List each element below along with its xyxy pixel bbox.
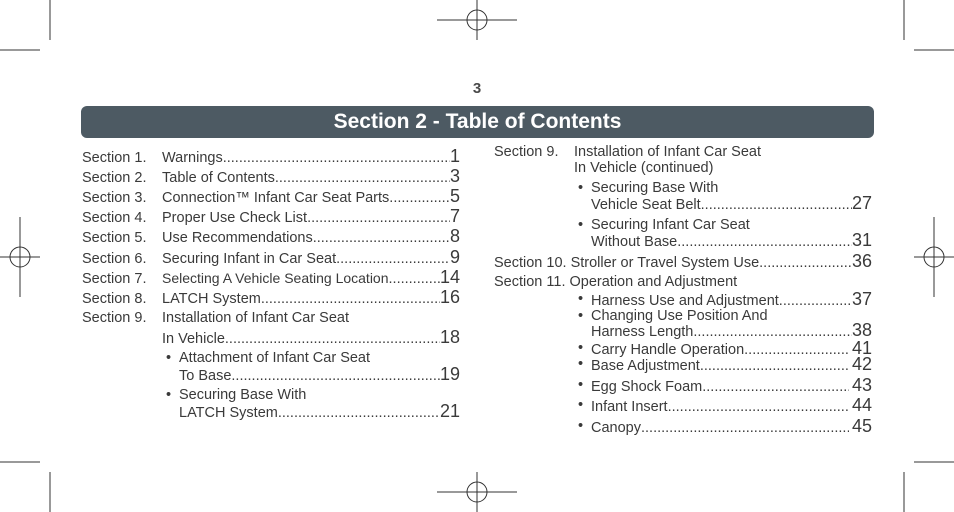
entry-label: Section 10. Stroller or Travel System Use <box>494 255 760 271</box>
bullet-dot: • <box>578 418 584 434</box>
page-ref: 21 <box>439 401 460 421</box>
entry-label: Table of Contents <box>162 170 275 186</box>
section-number: Section 4. <box>82 210 147 226</box>
registration-mark-right <box>914 217 954 297</box>
toc-subentry[interactable] <box>591 232 872 251</box>
entry-label: Vehicle Seat Belt <box>591 197 701 213</box>
page-ref: 41 <box>851 338 872 358</box>
page-ref: 38 <box>851 320 872 340</box>
dot-leader <box>700 358 849 375</box>
dot-leader <box>389 190 450 207</box>
bullet-dot: • <box>578 180 584 196</box>
page-ref: 1 <box>449 146 460 166</box>
dot-leader <box>702 379 849 396</box>
bullet-label: Securing Base With <box>591 180 719 196</box>
entry-label: Connection™ Infant Car Seat Parts <box>162 190 390 206</box>
bullet-dot: • <box>578 217 584 233</box>
entry-label: Installation of Infant Car Seat <box>162 310 349 326</box>
toc-entry-heading[interactable] <box>494 144 761 161</box>
entry-label: LATCH System <box>162 291 261 307</box>
toc-entry[interactable] <box>162 329 460 348</box>
registration-mark-top <box>437 0 517 40</box>
entry-label: Securing Infant in Car Seat <box>162 251 337 267</box>
section-number: Section 7. <box>82 271 147 287</box>
page-ref: 16 <box>439 287 460 307</box>
bullet-dot: • <box>166 387 172 403</box>
page-ref: 31 <box>851 230 872 250</box>
entry-label: LATCH System <box>179 405 278 421</box>
dot-leader <box>759 255 852 272</box>
toc-subentry[interactable] <box>179 366 460 385</box>
entry-label: In Vehicle <box>162 331 225 347</box>
section-title-bar <box>81 106 874 138</box>
page-ref: 18 <box>439 327 460 347</box>
toc-entry[interactable] <box>82 228 460 247</box>
page-ref: 45 <box>851 416 872 436</box>
dot-leader <box>389 271 440 288</box>
bullet-dot: • <box>578 291 584 307</box>
entry-label: Harness Use and Adjustment <box>591 293 779 309</box>
page-number: 3 <box>472 80 482 97</box>
page-ref: 37 <box>851 289 872 309</box>
entry-label: To Base <box>179 368 232 384</box>
toc-subentry[interactable] <box>591 322 872 341</box>
bullet-dot: • <box>578 356 584 372</box>
section-number: Section 9. <box>494 144 559 160</box>
dot-leader <box>231 368 440 385</box>
dot-leader <box>313 230 450 247</box>
toc-subentry[interactable] <box>591 356 872 375</box>
page-ref: 42 <box>851 354 872 374</box>
registration-mark-bottom <box>437 472 517 512</box>
toc-entry[interactable] <box>82 208 460 227</box>
page-ref: 43 <box>851 375 872 395</box>
entry-label: Carry Handle Operation <box>591 342 745 358</box>
dot-leader <box>261 291 440 308</box>
toc-subentry[interactable] <box>591 397 872 416</box>
dot-leader <box>307 210 450 227</box>
registration-mark-left <box>0 217 40 297</box>
bullet-label: Attachment of Infant Car Seat <box>179 350 371 366</box>
dot-leader <box>779 293 852 310</box>
dot-leader <box>701 197 852 214</box>
toc-entry-heading[interactable]: Section 11. Operation and Adjustment <box>494 274 738 290</box>
dot-leader <box>278 405 440 422</box>
dot-leader <box>336 251 450 268</box>
entry-label: Installation of Infant Car Seat <box>574 144 761 160</box>
entry-label: Use Recommendations <box>162 230 313 246</box>
dot-leader <box>693 324 852 341</box>
page-ref: 9 <box>449 247 460 267</box>
entry-label: Canopy <box>591 420 641 436</box>
section-number: Section 6. <box>82 251 147 267</box>
bullet-dot: • <box>166 350 172 366</box>
bullet-dot: • <box>578 340 584 356</box>
toc-subentry[interactable] <box>591 418 872 437</box>
dot-leader <box>225 331 440 348</box>
page-ref: 19 <box>439 364 460 384</box>
entry-label: Egg Shock Foam <box>591 379 703 395</box>
dot-leader <box>641 420 849 437</box>
page-title: Section 2 - Table of Contents <box>333 110 622 133</box>
bullet-dot: • <box>578 397 584 413</box>
toc-entry[interactable] <box>82 269 460 288</box>
section-number: Section 1. <box>82 150 147 166</box>
entry-label: Warnings <box>162 150 223 166</box>
entry-label: Proper Use Check List <box>162 210 308 226</box>
toc-entry[interactable] <box>82 148 460 167</box>
section-number: Section 8. <box>82 291 147 307</box>
entry-label: Harness Length <box>591 324 694 340</box>
section-number: Section 9. <box>82 310 147 326</box>
dot-leader <box>275 170 450 187</box>
bullet-label: Securing Base With <box>179 387 307 403</box>
bullet-label: Securing Infant Car Seat <box>591 217 750 233</box>
toc-entry[interactable] <box>82 289 460 308</box>
entry-label: Without Base <box>591 234 678 250</box>
section-number: Section 3. <box>82 190 147 206</box>
entry-label: Infant Insert <box>591 399 668 415</box>
page-ref: 27 <box>851 193 872 213</box>
toc-subentry[interactable] <box>591 377 872 396</box>
toc-entry[interactable] <box>82 188 460 207</box>
toc-entry[interactable] <box>494 253 872 272</box>
page-ref: 14 <box>439 267 460 287</box>
page-ref: 8 <box>449 226 460 246</box>
toc-subentry[interactable] <box>591 195 872 214</box>
page-ref: 5 <box>449 186 460 206</box>
bullet-dot: • <box>578 377 584 393</box>
section-number: Section 5. <box>82 230 147 246</box>
toc-subentry[interactable] <box>179 403 460 422</box>
toc-entry-heading[interactable] <box>82 310 349 327</box>
bullet-label: Changing Use Position And <box>591 308 768 324</box>
toc-entry[interactable] <box>82 249 460 268</box>
dot-leader <box>668 399 849 416</box>
bullet-dot: • <box>578 308 584 324</box>
page-ref: 7 <box>449 206 460 226</box>
entry-label: Selecting A Vehicle Seating Location <box>162 270 389 286</box>
entry-label: Base Adjustment <box>591 358 700 374</box>
page-ref: 3 <box>449 166 460 186</box>
dot-leader <box>223 150 450 167</box>
dot-leader <box>677 234 852 251</box>
toc-entry[interactable] <box>82 168 460 187</box>
page-ref: 36 <box>851 251 872 271</box>
entry-label-continued: In Vehicle (continued) <box>574 160 714 176</box>
page-ref: 44 <box>851 395 872 415</box>
section-number: Section 2. <box>82 170 147 186</box>
